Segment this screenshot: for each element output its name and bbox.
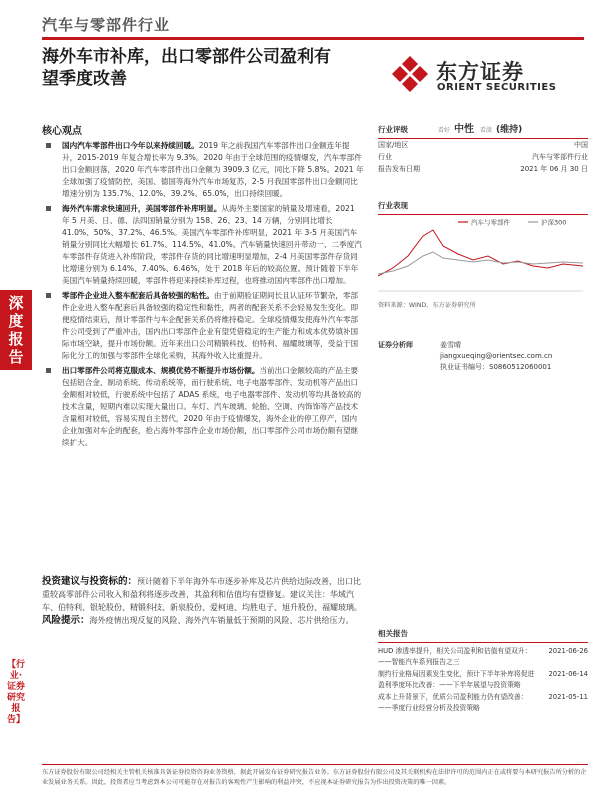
rating-keep: 看淡: [480, 127, 493, 134]
analyst-email-row: [378, 351, 588, 362]
bullet-2: [44, 203, 364, 287]
related-item-date: 2021-06-26: [548, 647, 588, 655]
company-logo: [390, 54, 570, 98]
legend-label-1: 沪深300: [541, 218, 567, 227]
related-item-date: 2021-06-14: [548, 670, 588, 678]
related-item[interactable]: [378, 692, 588, 714]
bullet-4-head: 出口零部件公司将克服成本、规模优势不断提升市场份额。: [62, 366, 260, 375]
bullet-3: [44, 290, 364, 362]
analyst-row: [378, 340, 588, 351]
bullet-1-body: 2019 年之前我国汽车零部件出口金额连年提升，2015-2019 年复合增长率为 9.3%。2020 年由于全球范围的疫情爆发，汽车零部件出口金额回落，2020 年汽车零部件出口金额为 3909.3 亿元，同比下降 5.8%。2021 年全球加强了疫情防控，美国、德国等海外汽车市场复苏，2-5 月我国零部件出口金额同比增速分别为 135.7%、12.0%、39.2%、65.0%，出口持续回暖。: [62, 141, 364, 198]
core-views-title: 核心观点: [42, 126, 82, 137]
logo-cn: 东方证券: [436, 60, 524, 84]
bullet-2-body: 从海外主要国家的销量及增速看，2021 年 5 月美、日、德、法四国销量分别为 158、26、23、14 万辆，分别同比增长 41.0%、50%、37.2%、46.5%。美国汽车零部件补库明显，2021 年 3-5 月美国汽车销量分别同比大幅增长 61.7%、114.5%、41.0%。汽车销量快速回升带动一、二季度汽车零部件存货进入补库阶段，零部件存货的同比增速明显增加，2-4 月美国零部件存货同比增速分别为 6.14%、7.40%、6.46%，处于 2018 年后的较高位置。预计随着下半年美国汽车销量持续回暖，零部件将迎来持续补库过程，也将推动国内零部件出口增加。: [62, 204, 362, 285]
bullet-4: [44, 365, 364, 449]
related-item-title[interactable]: HUD 渗透率提升，相关公司盈利和估值有望双升：——智能汽车系列报告之三: [378, 647, 532, 666]
bullet-4-body: 当前出口金额较高的产品主要包括铝合金、制动系统、传动系统等，而行驶系统、电子电器零部件、发动机等产品出口金额相对较低，行驶系统中包括了 ADAS 系统，电子电器零部件、发动机等均具备较高的技术含量，短期内难以实现大量出口。车灯、汽车玻璃、轮胎、空调、内饰饰等产品技术含量相对较低，容易实现自主替代，2020 年由于疫情爆发，海外企业的停工停产，国内企业加强对车企的配套，抢占海外零部件企业市场份额，出口零部件公司市场份额有望继续扩大。: [62, 366, 362, 447]
rating-panel: [378, 120, 588, 175]
related-item-title[interactable]: 制约行业格局因素发生变化，预计下半年补库将促进盈利季度环比改善：——下半年展望与投资策略: [378, 670, 535, 689]
header-divider: [42, 37, 584, 40]
risk-text: 海外疫情出现反复的风险、海外汽车销量低于预期的风险、芯片供给压力。: [89, 616, 354, 625]
rating-row-value: 2021 年 06 月 30 日: [520, 165, 588, 173]
rating-row: [378, 164, 588, 175]
legend-label-0: 汽车与零部件: [471, 218, 510, 227]
related-item[interactable]: [378, 646, 588, 668]
rating-row-key: 行业: [378, 153, 392, 161]
bullet-1: [44, 140, 364, 200]
bullet-1-head: 国内汽车零部件出口今年以来持续回暖。: [62, 141, 199, 150]
rating-prev: 看好: [438, 127, 451, 134]
related-reports: [378, 628, 588, 715]
category-label: 【行业·证券研究报告】: [6, 660, 25, 725]
chart-source: 资料来源：WIND、东方证券研究所: [378, 302, 476, 309]
rating-row-value: 中国: [574, 141, 588, 149]
rating-label: 行业评级: [378, 125, 408, 134]
bullet-3-body: 由于前期验证期间长且认证环节繁杂，零部件企业进入整车配套后具备较强的稳定性和黏性，两者的配套关系不会轻易发生变化。即便疫情结束后，预计零部件与车企配套关系仍将维持稳定。全球疫情爆发使海外汽车零部件公司受到了严重冲击，国内出口零部件企业有望凭借稳定的生产能力和成本优势填补国际市场空缺，提升市场份额。近年来出口公司精锻科技、伯特利、福耀玻璃等，受益于国际化分工的加强与零部件全球化采购，其海外收入比重提升。: [62, 291, 359, 360]
report-type-label: 深度报告: [8, 294, 24, 366]
rating-status: (维持): [496, 125, 523, 135]
rating-row: [378, 152, 588, 163]
rating-row-key: 报告发布日期: [378, 165, 420, 173]
report-sector: 汽车与零部件行业: [42, 16, 171, 34]
rating-row-value: 汽车与零部件行业: [532, 153, 588, 161]
analyst-license: 执业证书编号：S0860512060001: [440, 363, 552, 371]
related-item[interactable]: [378, 669, 588, 691]
logo-en: ORIENT SECURITIES: [437, 82, 557, 93]
related-title: 相关报告: [378, 628, 588, 643]
invest-text: 预计随着下半年海外车市逐步补库及芯片供给边际改善，出口比重较高零部件公司收入和盈利将逐步改善，其盈利和估值均有望修复。建议关注：华域汽车、伯特利、银轮股份、精锻科技、新泉股份、爱柯迪、均胜电子、旭升股份、福耀玻璃。: [42, 577, 362, 612]
related-item-title[interactable]: 成本上升背景下，优质公司盈利能力仍有望改善：——季度行业经营分析及投资策略: [378, 693, 528, 712]
analyst-email[interactable]: jiangxueqing@orientsec.com.cn: [440, 352, 553, 360]
report-title: 海外车市补库，出口零部件公司盈利有望季度改善: [42, 47, 331, 89]
bullet-2-head: 海外汽车需求快速回升，美国零部件补库明显。: [62, 204, 222, 213]
analyst-info: [378, 340, 588, 373]
rating-row: [378, 140, 588, 151]
disclaimer-footer: 东方证券股份有限公司经相关主管机关核准具备证券投资咨询业务资格，据此开展发布证券研究报告业务。东方证券股份有限公司及其关联机构在法律许可的范围内正在或将要与本研究报告所分析的企业发展业务关系。因此，投资者应当考虑到本公司可能存在对报告的客观性产生影响的利益冲突，不应视本证券研究报告为作出投资决策的唯一因素。: [42, 764, 588, 788]
orient-logo-icon: [390, 54, 430, 94]
analyst-license-row: [378, 362, 588, 373]
investment-advice: [42, 575, 364, 627]
rating-header: [378, 120, 588, 139]
performance-chart: [378, 216, 588, 296]
analyst-name: 姜雪晴: [440, 341, 461, 349]
rating-value: 中性: [454, 124, 475, 135]
risk-heading: 风险提示：: [42, 615, 90, 626]
rating-row-key: 国家/地区: [378, 141, 409, 149]
series-line-0: [378, 230, 583, 276]
core-views: [44, 140, 364, 452]
report-type-tab: [0, 290, 32, 370]
invest-heading: 投资建议与投资标的：: [42, 576, 138, 587]
bullet-3-head: 零部件企业进入整车配套后具备较强的粘性。: [62, 291, 214, 300]
analyst-role: 证券分析师: [378, 341, 413, 349]
related-item-date: 2021-05-11: [548, 693, 588, 701]
chart-title: 行业表现: [378, 200, 588, 215]
